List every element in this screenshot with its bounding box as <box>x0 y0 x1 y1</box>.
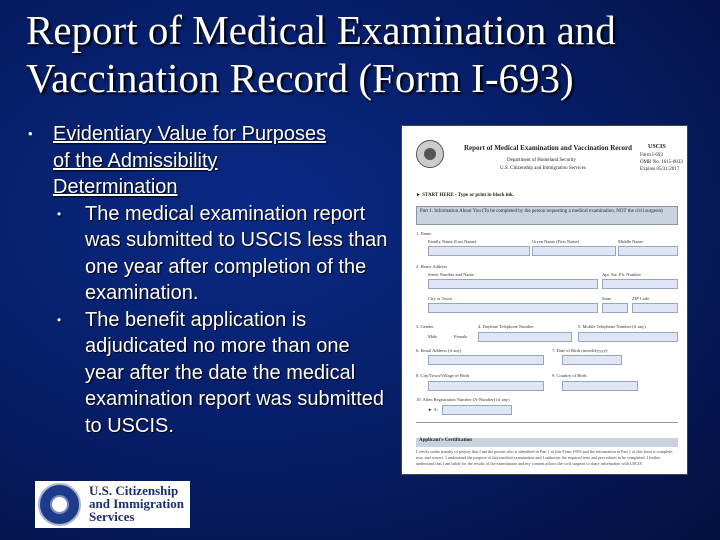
slide-title <box>26 6 706 102</box>
bullet-heading-line-3: Determination <box>53 176 178 198</box>
form-dob: 7. Date of Birth (mm/dd/yyyy) <box>552 348 608 353</box>
logo-line-3: Services <box>89 509 135 524</box>
form-id: USCIS <box>648 144 666 150</box>
logo-text <box>89 484 184 523</box>
form-title: Report of Medical Examination and Vaccination Record <box>464 144 632 152</box>
uscis-logo <box>35 481 190 528</box>
form-gender: 3. Gender <box>416 324 434 329</box>
bullet-heading <box>53 123 326 198</box>
sub-bullet-text: The benefit application is adjudicated no more than one year after the date the medical examination report was submitted to USCIS. <box>85 308 385 437</box>
form-meta <box>640 152 683 173</box>
bullet-heading-line-2: of the Admissibility <box>53 149 218 172</box>
form-applicant-cert: Applicant's Certification <box>416 438 678 447</box>
form-country-birth-field <box>562 381 638 391</box>
sub-bullet-dot-icon: • <box>57 312 62 327</box>
form-alien-number: 10. Alien Registration Number (A-Number) (if any) <box>416 397 510 402</box>
sub-bullet <box>57 307 388 440</box>
bullet-heading-line-1: Evidentiary Value for Purposes <box>53 123 327 145</box>
form-name-label: 1. Name <box>416 231 432 236</box>
form-omb: OMB No. 1615-0033 <box>640 160 683 165</box>
form-zip: ZIP Code <box>632 296 650 301</box>
form-mobile-phone: 5. Mobile Telephone Number (if any) <box>578 324 646 329</box>
form-given-name: Given Name (First Name) <box>532 239 580 244</box>
dhs-seal-icon <box>416 140 444 168</box>
logo-line-1: U.S. Citizenship <box>89 483 179 498</box>
form-street: Street Number and Name <box>428 272 474 277</box>
bullet-list <box>28 121 388 439</box>
form-apt: Apt. Ste. Flr. Number <box>602 272 641 277</box>
form-city: City or Town <box>428 296 452 301</box>
form-daytime-phone-field <box>478 332 572 342</box>
form-agency: U.S. Citizenship and Immigration Services <box>500 166 586 171</box>
form-given-name-field <box>532 246 616 256</box>
sub-bullet-dot-icon: • <box>57 206 62 221</box>
form-country-birth: 9. Country of Birth <box>552 373 587 378</box>
form-dob-field <box>562 355 622 365</box>
form-street-field <box>428 279 598 289</box>
form-family-name: Family Name (Last Name) <box>428 239 477 244</box>
form-divider <box>416 422 678 423</box>
form-state-field <box>602 303 628 313</box>
dhs-seal-icon <box>38 483 81 526</box>
form-family-name-field <box>428 246 530 256</box>
form-city-field <box>428 303 598 313</box>
form-middle-name-field <box>618 246 678 256</box>
form-cert-text: I certify under penalty of perjury that I am the person who is identified in Part 1 of this Form I-693 and the information in Part 1 of this form is complete, true, and correct. I understand the purpose of this medical examination and I authorize the required tests and procedures to be completed. I further understand that I am liable for the results of the examination and my consent allows the civil surgeon to share information with USCIS. <box>416 449 674 466</box>
form-home-address: 2. Home Address <box>416 264 448 269</box>
form-daytime-phone: 4. Daytime Telephone Number <box>478 324 534 329</box>
form-email: 6. Email Address (if any) <box>416 348 462 353</box>
form-alien-number-field <box>442 405 512 415</box>
form-state: State <box>602 296 611 301</box>
logo-line-2: and Immigration <box>89 496 184 511</box>
title-line-2: Vaccination Record (Form I-693) <box>26 55 574 101</box>
form-city-birth: 8. City/Town/Village of Birth <box>416 373 470 378</box>
form-dept: Department of Homeland Security <box>507 158 577 163</box>
form-expiry: Expires 05/31/2017 <box>640 167 680 172</box>
form-i693-image <box>401 125 688 475</box>
title-line-1: Report of Medical Examination and <box>26 7 616 53</box>
form-mobile-phone-field <box>578 332 678 342</box>
form-male: Male <box>428 334 438 339</box>
form-middle-name: Middle Name <box>618 239 643 244</box>
form-female: Female <box>454 334 468 339</box>
form-a-prefix: ► A- <box>428 407 439 412</box>
sub-bullet <box>57 201 388 307</box>
form-zip-field <box>632 303 678 313</box>
form-apt-field <box>602 279 678 289</box>
form-email-field <box>428 355 544 365</box>
sub-bullet-text: The medical examination report was submitted to USCIS less than one year after completion of the examination. <box>85 202 388 304</box>
form-city-birth-field <box>428 381 544 391</box>
form-start-here: ► START HERE - Type or print in black ink. <box>416 193 514 198</box>
bullet-dot-icon: • <box>28 126 33 141</box>
main-bullet <box>28 121 388 201</box>
form-part1-header: Part 1. Information About You (To be completed by the person requesting a medical examination, NOT the civil surgeon) <box>416 206 678 225</box>
form-number: Form I-693 <box>640 153 663 158</box>
